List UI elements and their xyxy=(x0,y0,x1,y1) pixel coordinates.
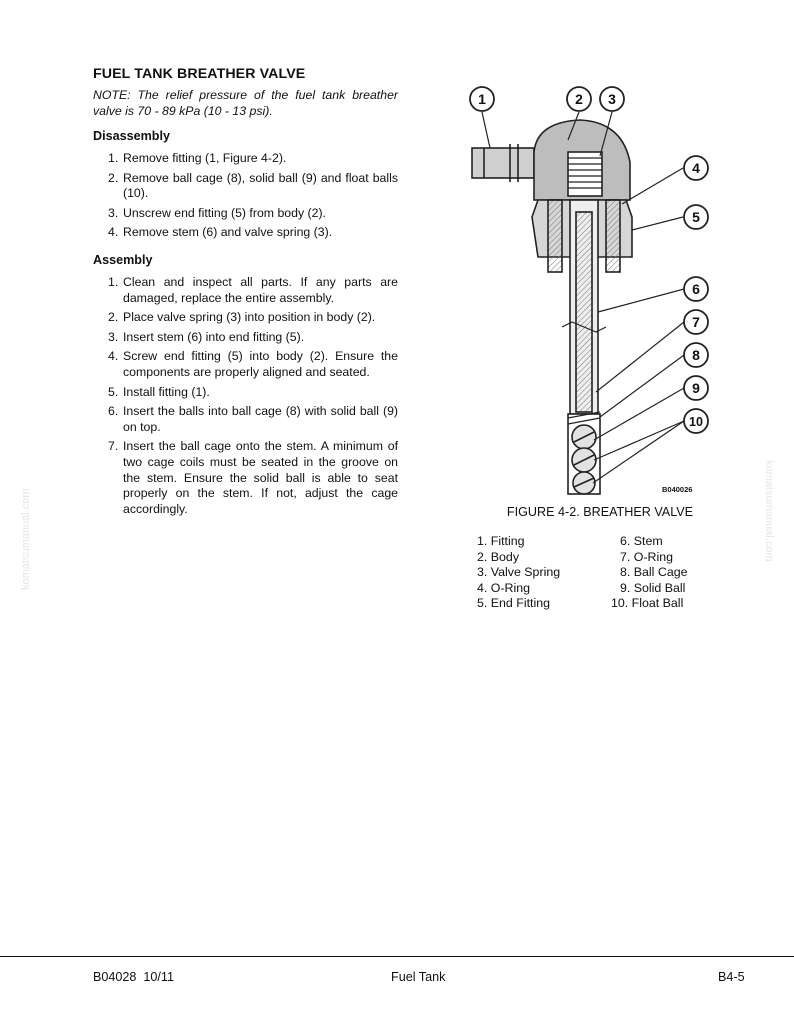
callout-label: 6 xyxy=(692,281,700,297)
callout-label: 8 xyxy=(692,347,700,363)
legend-item: 5. End Fitting xyxy=(477,596,551,610)
disassembly-steps xyxy=(93,151,398,241)
list-item: 3. Unscrew end fitting (5) from body (2). xyxy=(108,205,326,220)
figure-code: B040026 xyxy=(662,485,693,494)
legend-item: 8. Ball Cage xyxy=(620,565,688,579)
assembly-heading: Assembly xyxy=(93,252,153,267)
legend-item: 2. Body xyxy=(477,549,520,564)
disassembly-heading: Disassembly xyxy=(93,129,171,143)
list-item: 1. Remove fitting (1, Figure 4-2). xyxy=(108,151,287,165)
main-text-column xyxy=(93,66,398,529)
list-item: 4. Remove stem (6) and valve spring (3). xyxy=(108,225,333,240)
list-item: 2. Remove ball cage (8), solid ball (9) and float balls (10). xyxy=(108,170,398,201)
list-item: 5. Install fitting (1). xyxy=(108,384,210,399)
list-item: 2. Place valve spring (3) into position in body (2). xyxy=(108,310,376,325)
watermark-left: komatsumanual.com xyxy=(20,488,32,590)
figure-caption: FIGURE 4-2. BREATHER VALVE xyxy=(506,505,694,519)
watermark-right: komatsumanual.com xyxy=(763,460,775,562)
footer-section-name: Fuel Tank xyxy=(391,970,446,984)
footer-divider xyxy=(0,956,794,957)
callout-label: 10 xyxy=(689,415,703,429)
callout-label: 5 xyxy=(692,209,700,225)
callout-label: 3 xyxy=(608,91,616,107)
legend-item: 10. Float Ball xyxy=(611,596,684,610)
legend-item: 1. Fitting xyxy=(477,534,525,548)
assembly-steps xyxy=(93,275,398,517)
relief-pressure-note: NOTE: The relief pressure of the fuel tank breather valve is 70 - 89 kPa (10 - 13 psi). xyxy=(93,88,398,118)
list-item: 3. Insert stem (6) into end fitting (5). xyxy=(108,329,305,344)
list-item: 6. Insert the balls into ball cage (8) with solid ball (9) on top. xyxy=(108,404,398,434)
legend-item: 6. Stem xyxy=(620,534,663,548)
legend-item: 9. Solid Ball xyxy=(620,580,686,595)
callout-label: 1 xyxy=(478,91,486,107)
legend-item: 3. Valve Spring xyxy=(477,565,561,579)
section-title: FUEL TANK BREATHER VALVE xyxy=(93,66,306,82)
footer-doc-number: B04028 10/11 xyxy=(93,970,174,984)
list-item: 7. Insert the ball cage onto the stem. A minimum of two cage coils must be seated in the groove on the stem. Ensure the solid ball is able to seat properly on the stem. If not, adjust the cage accordingly. xyxy=(108,439,398,516)
list-item: 1. Clean and inspect all parts. If any parts are damaged, replace the entire assembly. xyxy=(108,274,398,305)
footer-page-number: B4-5 xyxy=(718,970,745,984)
list-item: 4. Screw end fitting (5) into body (2). Ensure the components are properly aligned and seated. xyxy=(108,349,398,379)
callout-label: 9 xyxy=(692,380,700,396)
legend-item: 7. O-Ring xyxy=(620,549,674,564)
breather-valve-illustration xyxy=(462,82,722,502)
callout-label: 4 xyxy=(692,160,700,176)
callout-label: 7 xyxy=(692,314,700,330)
legend-item: 4. O-Ring xyxy=(477,580,531,595)
callout-label: 2 xyxy=(575,91,583,107)
